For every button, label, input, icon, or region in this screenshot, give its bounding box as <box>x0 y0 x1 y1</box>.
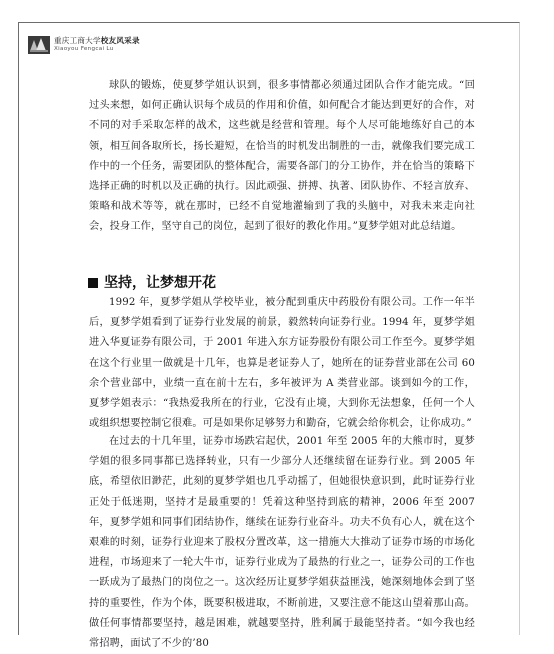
section-heading <box>88 272 216 292</box>
header-subtitle: Xiaoyou Fengcai Lu <box>54 46 114 52</box>
university-logo-icon <box>28 36 50 54</box>
body-text-section-2 <box>89 432 475 654</box>
body-text-section-1 <box>89 293 475 434</box>
header-title-bold: 校友风采录 <box>100 36 140 45</box>
page-header <box>22 36 522 56</box>
paragraph: 在过去的十几年里，证券市场跌宕起伏，2001 年至 2005 年的大熊市时，夏梦学姐的很多同事都已选择转业，只有一少部分人还继续留在证券行业。到 2005 年底，希望依旧渺茫，此刻的夏梦学姐也几乎动摇了，但她很快意识到，此时证券行业正处于低迷期，坚持才是最重要的！凭着这种坚持到底的精神，2006 年至 2007 年，夏梦学姐和同事们团结协作，继续在证券行业奋斗。功夫不负有心人，就在这个艰难的时刻，证券行业迎来了股权分置改革，这一措施大大推动了证券市场的市场化进程，市场迎来了一轮大牛市，证券行业成为了最热的行业之一，证券公司的工作也一跃成为了最热门的岗位之一。这次经历让夏梦学姐获益匪浅，她深刻地体会到了坚持的重要性，作为个体，既要积极进取，不断前进，又要注意不能这山望着那山高。做任何事情都要坚持，越是困难，就越要坚持，胜利属于最能坚持者。“如今我也经常招聘，面试了不少的’80 <box>89 436 475 650</box>
heading-bullet-icon <box>88 278 98 288</box>
paragraph: 1992 年，夏梦学姐从学校毕业，被分配到重庆中药股份有限公司。工作一年半后，夏梦学姐看到了证券行业发展的前景，毅然转向证券行业。1994 年，夏梦学姐进入华夏证券有限公司，于 2001 年进入东方证券股份有限公司工作至今。夏梦学姐在这个行业里一做就是十几年，也算是老证券人了，她所在的证券营业部在公司 60 余个营业部中，业绩一直在前十左右，多年被评为 A 类营业部。谈到如今的工作，夏梦学姐表示：“我热爱我所在的行业，它没有止境，大到你无法想象，任何一个人或组织想要控制它很难。可是如果你足够努力和勤奋，它就会给你机会，让你成功。” <box>89 297 475 430</box>
paragraph: 球队的锻炼，使夏梦学姐认识到，很多事情都必须通过团队合作才能完成。“回过头来想，如何正确认识每个成员的作用和价值，如何配合才能达到更好的合作，对不同的对手采取怎样的战术，这些就是经营和管理。每个人尽可能地练好自己的本领，相互间各取所长，扬长避短，在恰当的时机发出制胜的一击，就像我们要完成工作中的一个任务，需要团队的整体配合，需要各部门的分工协作，并在恰当的策略下选择正确的时机以及正确的执行。因此顽强、拼搏、执著、团队协作、不轻言放弃、策略和战术等等，就在那时，已经不自觉地灌输到了我的头脑中，对我未来走向社会，投身工作，坚守自己的岗位，起到了很好的教化作用。”夏梦学姐对此总结道。 <box>89 80 475 233</box>
header-title-plain: 重庆工商大学 <box>54 36 101 45</box>
section-heading-text: 坚持，让梦想开花 <box>104 275 216 291</box>
body-text-top <box>89 76 475 238</box>
header-title <box>54 36 140 45</box>
